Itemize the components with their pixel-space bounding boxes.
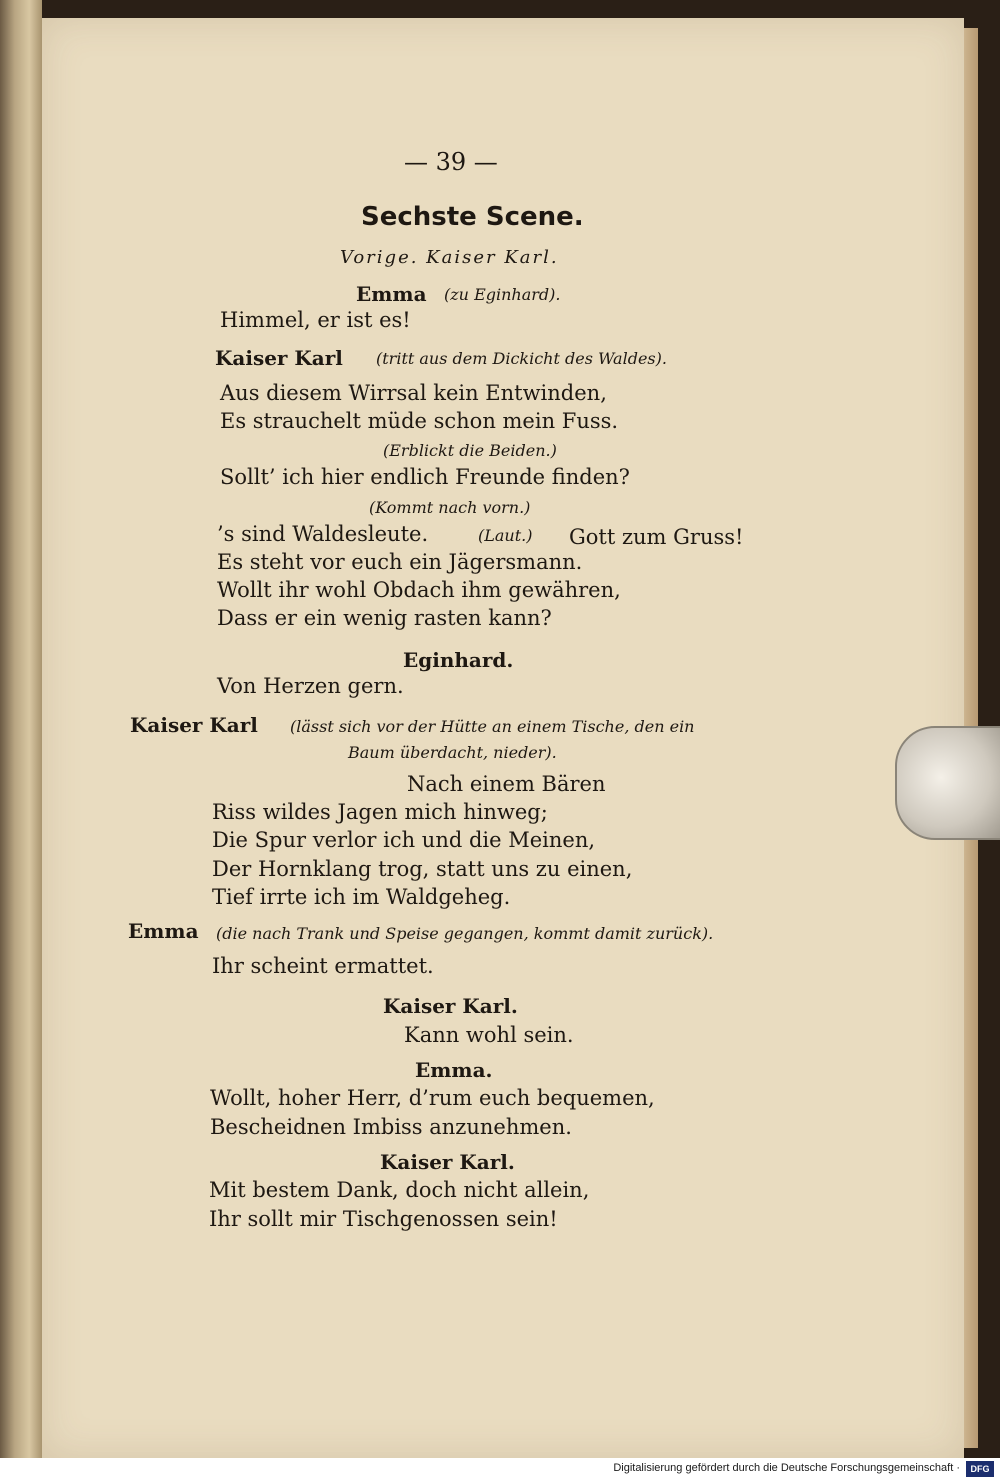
- stage-direction: (tritt aus dem Dickicht des Waldes).: [376, 349, 667, 368]
- verse-line: Die Spur verlor ich und die Meinen,: [212, 828, 596, 852]
- verse-line: Tief irrte ich im Waldgeheg.: [212, 885, 511, 909]
- cast-line: Vorige. Kaiser Karl.: [340, 247, 559, 268]
- book-spine: [0, 0, 42, 1482]
- stage-direction: (Erblickt die Beiden.): [383, 441, 557, 460]
- verse-line: Ihr scheint ermattet.: [212, 954, 434, 978]
- page-number: — 39 —: [404, 148, 498, 176]
- speaker-name: Kaiser Karl.: [383, 994, 518, 1018]
- verse-line: Der Hornklang trog, statt uns zu einen,: [212, 857, 633, 881]
- speaker-name: Kaiser Karl: [215, 346, 343, 370]
- verse-line: Bescheidnen Imbiss anzunehmen.: [210, 1115, 572, 1139]
- book-page: [42, 18, 964, 1458]
- stage-direction: (lässt sich vor der Hütte an einem Tische, den ein: [290, 717, 695, 736]
- speaker-name: Kaiser Karl.: [380, 1150, 515, 1174]
- verse-line: Sollt’ ich hier endlich Freunde finden?: [220, 465, 630, 489]
- speaker-name: Emma: [356, 282, 427, 306]
- verse-line: Von Herzen gern.: [217, 674, 404, 698]
- verse-line: ’s sind Waldesleute.: [217, 522, 429, 546]
- verse-line: Aus diesem Wirrsal kein Entwinden,: [220, 381, 607, 405]
- verse-line: Wollt, hoher Herr, d’rum euch bequemen,: [210, 1086, 655, 1110]
- stage-direction: (Laut.): [478, 526, 533, 545]
- speaker-name: Emma: [128, 919, 199, 943]
- speaker-name: Eginhard.: [403, 648, 514, 672]
- stage-direction: (Kommt nach vorn.): [369, 498, 531, 517]
- footer-credit: Digitalisierung gefördert durch die Deutsche Forschungsgemeinschaft ·: [613, 1462, 960, 1474]
- verse-line: Riss wildes Jagen mich hinweg;: [212, 800, 548, 824]
- stage-direction: Baum überdacht, nieder).: [348, 743, 557, 762]
- speaker-name: Emma.: [415, 1058, 493, 1082]
- verse-line: Nach einem Bären: [407, 772, 606, 796]
- verse-line: Gott zum Gruss!: [569, 525, 744, 549]
- verse-line: Wollt ihr wohl Obdach ihm gewähren,: [217, 578, 621, 602]
- stage-direction: (zu Eginhard).: [444, 285, 561, 304]
- footer-bar: [0, 1458, 1000, 1482]
- dfg-logo: DFG: [966, 1461, 994, 1477]
- speaker-name: Kaiser Karl: [130, 713, 258, 737]
- stage-direction: (die nach Trank und Speise gegangen, kommt damit zurück).: [216, 924, 714, 943]
- verse-line: Es strauchelt müde schon mein Fuss.: [220, 409, 619, 433]
- verse-line: Es steht vor euch ein Jägersmann.: [217, 550, 583, 574]
- page-clip-icon: [895, 726, 1000, 840]
- verse-line: Himmel, er ist es!: [220, 308, 411, 332]
- verse-line: Kann wohl sein.: [404, 1023, 574, 1047]
- scene-title: Sechste Scene.: [361, 202, 584, 232]
- verse-line: Mit bestem Dank, doch nicht allein,: [209, 1178, 590, 1202]
- verse-line: Dass er ein wenig rasten kann?: [217, 606, 552, 630]
- verse-line: Ihr sollt mir Tischgenossen sein!: [209, 1207, 558, 1231]
